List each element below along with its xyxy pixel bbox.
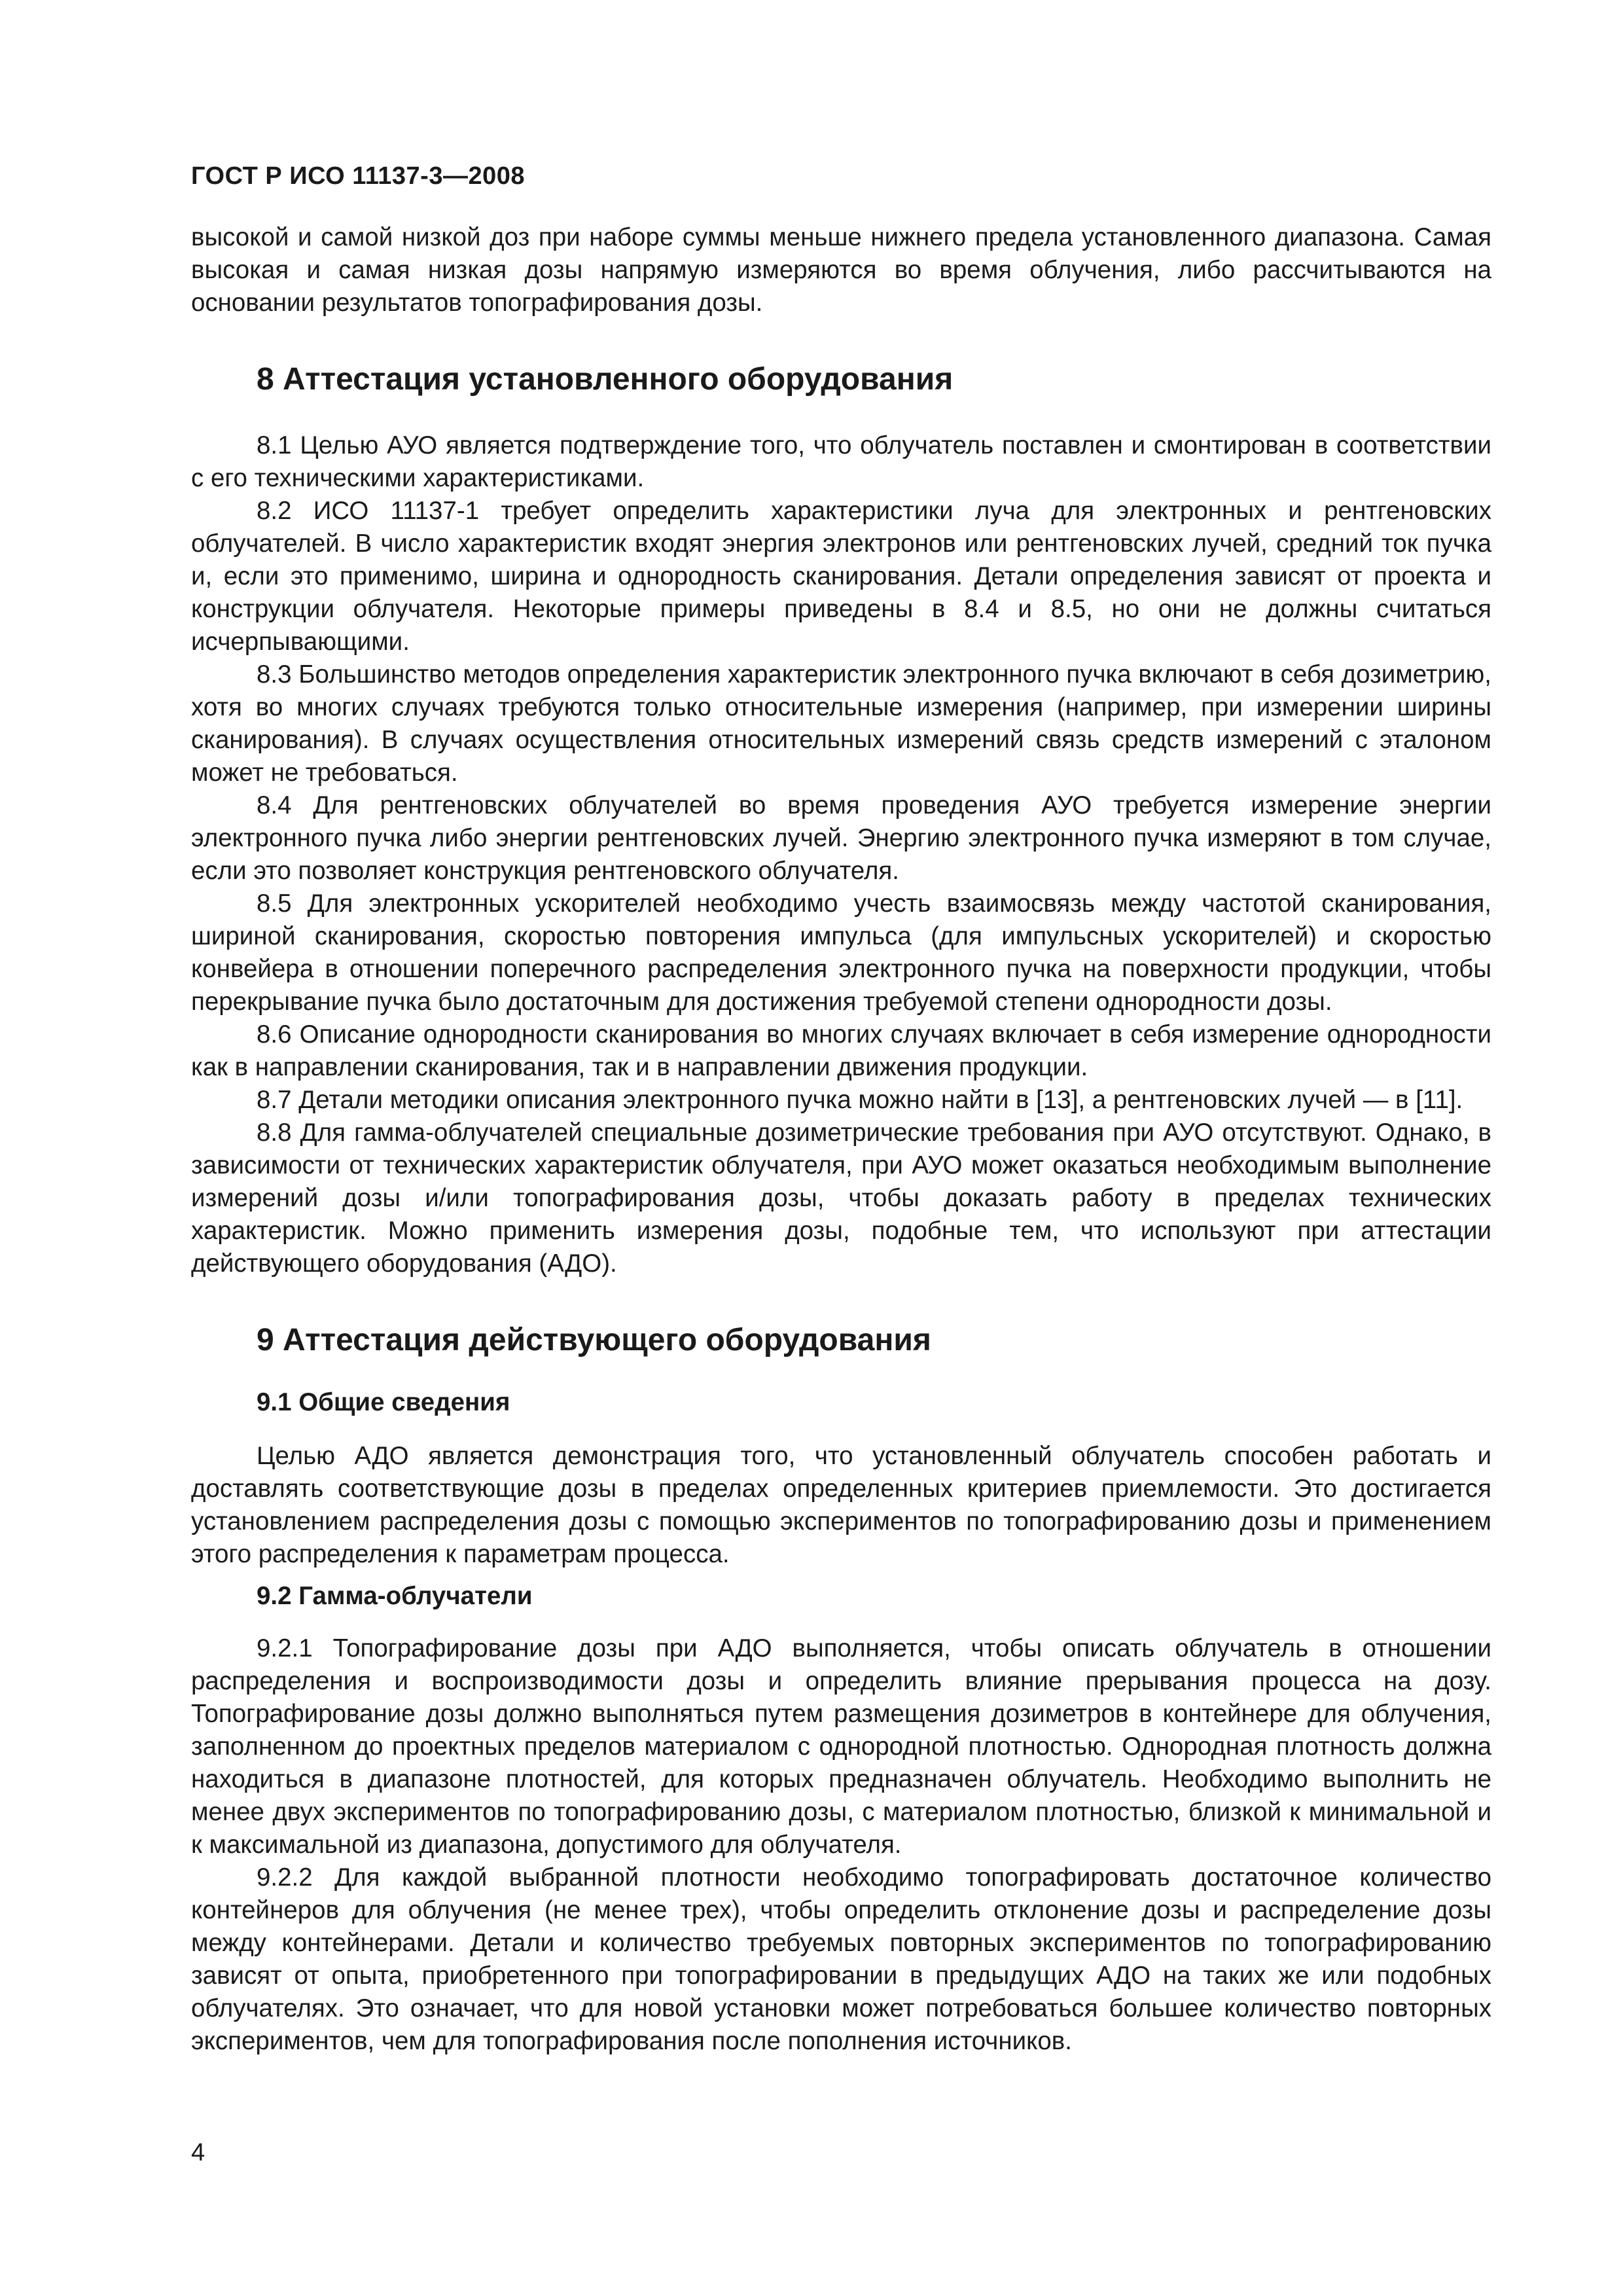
paragraph-8-4: 8.4 Для рентгеновских облучателей во время проведения АУО требуется измерение энергии электронного пучка либо энергии рентгеновских лучей. Энергию электронного пучка измеряют в том случае, если это позволяет конструкция рентгеновского облучателя. — [191, 791, 1491, 885]
paragraph-8-8: 8.8 Для гамма-облучателей специальные дозиметрические требования при АУО отсутствуют. Однако, в зависимости от технических характеристик облучателя, при АУО может оказаться необходимым выполнение измерений дозы и/или топографирования дозы, чтобы доказать работу в пределах технических характеристик. Можно применить измерения дозы, подобные тем, что используют при аттестации действующего оборудования (АДО). — [191, 1119, 1491, 1278]
document-header: ГОСТ Р ИСО 11137-3—2008 — [191, 162, 525, 190]
page-number: 4 — [191, 2139, 205, 2166]
paragraph-8-2: 8.2 ИСО 11137-1 требует определить характеристики луча для электронных и рентгеновских облучателей. В число характеристик входят энергия электронов или рентгеновских лучей, средний ток пучка и, если это применимо, ширина и однородность сканирования. Детали определения зависят от проекта и конструкции облучателя. Некоторые примеры приведены в 8.4 и 8.5, но они не должны считаться исчерпывающими. — [191, 497, 1491, 656]
paragraph-9-2-1: 9.2.1 Топографирование дозы при АДО выполняется, чтобы описать облучатель в отношении распределения и воспроизводимости дозы и определить влияние прерывания процесса на дозу. Топографирование дозы должно выполняться путем размещения дозиметров в контейнере для облучения, заполненном до проектных пределов материалом с однородной плотностью. Однородная плотность должна находиться в диапазоне плотностей, для которых предназначен облучатель. Необходимо выполнить не менее двух экспериментов по топографированию дозы, с материалом плотностью, близкой к минимальной и к максимальной из диапазона, допустимого для облучателя. — [191, 1634, 1491, 1859]
paragraph-9-1: Целью АДО является демонстрация того, что установленный облучатель способен работать и доставлять соответствующие дозы в пределах определенных критериев приемлемости. Это достигается установлением распределения дозы с помощью экспериментов по топографированию дозы и применением этого распределения к параметрам процесса. — [191, 1442, 1491, 1568]
paragraph-8-7: 8.7 Детали методики описания электронного пучка можно найти в [13], а рентгеновских лучей — в [11]. — [257, 1086, 1463, 1114]
paragraph-8-6: 8.6 Описание однородности сканирования во многих случаях включает в себя измерение однородности как в направлении сканирования, так и в направлении движения продукции. — [191, 1020, 1491, 1081]
paragraph-8-5: 8.5 Для электронных ускорителей необходимо учесть взаимосвязь между частотой сканирования, шириной сканирования, скоростью повторения импульса (для импульсных ускорителей) и скоростью конвейера в отношении поперечного распределения электронного пучка на поверхности продукции, чтобы перекрывание пучка было достаточным для достижения требуемой степени однородности дозы. — [191, 889, 1491, 1016]
subsection-9-2-heading: 9.2 Гамма-облучатели — [257, 1582, 533, 1610]
paragraph-8-3: 8.3 Большинство методов определения характеристик электронного пучка включают в себя дозиметрию, хотя во многих случаях требуются только относительные измерения (например, при измерении ширины сканирования). В случаях осуществления относительных измерений связь средств измерений с эталоном может не требоваться. — [191, 660, 1491, 787]
document-body — [191, 221, 1491, 2058]
paragraph-8-1: 8.1 Целью АУО является подтверждение того, что облучатель поставлен и смонтирован в соответствии с его техническими характеристиками. — [191, 431, 1491, 492]
paragraph-9-2-2: 9.2.2 Для каждой выбранной плотности необходимо топографировать достаточное количество контейнеров для облучения (не менее трех), чтобы определить отклонение дозы и распределение дозы между контейнерами. Детали и количество требуемых повторных экспериментов по топографированию зависят от опыта, приобретенного при топографировании в предыдущих АДО на таких же или подобных облучателях. Это означает, что для новой установки может потребоваться большее количество повторных экспериментов, чем для топографирования после пополнения источников. — [191, 1863, 1491, 2055]
section-8-heading: 8 Аттестация установленного оборудования — [257, 362, 954, 397]
subsection-9-1-heading: 9.1 Общие сведения — [257, 1388, 510, 1416]
section-9-heading: 9 Аттестация действующего оборудования — [257, 1323, 931, 1357]
intro-paragraph: высокой и самой низкой доз при наборе суммы меньше нижнего предела установленного диапазона. Самая высокая и самая низкая дозы напрямую измеряются во время облучения, либо рассчитываются на основании результатов топографирования дозы. — [191, 223, 1491, 317]
